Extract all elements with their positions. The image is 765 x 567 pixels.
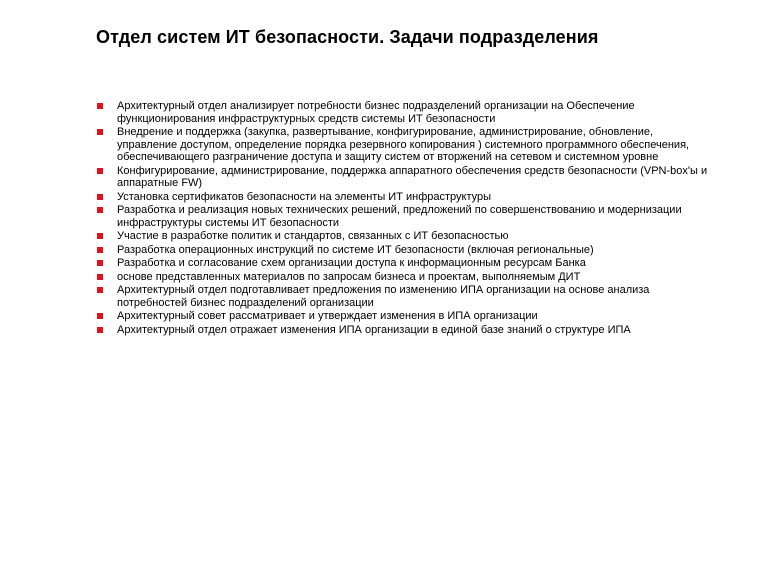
list-item-text: Разработка и реализация новых технических решений, предложений по совершенствованию и модернизации инфраструктуры системы ИТ безопасности bbox=[117, 204, 682, 229]
square-bullet-icon bbox=[97, 168, 103, 174]
list-item bbox=[96, 165, 716, 190]
list-item bbox=[96, 284, 716, 309]
list-item bbox=[96, 324, 716, 337]
task-list bbox=[96, 100, 716, 337]
list-item bbox=[96, 191, 716, 204]
list-item bbox=[96, 271, 716, 284]
square-bullet-icon bbox=[97, 260, 103, 266]
list-item-text: Архитектурный совет рассматривает и утверждает изменения в ИПА организации bbox=[117, 310, 538, 322]
square-bullet-icon bbox=[97, 194, 103, 200]
list-item bbox=[96, 310, 716, 323]
square-bullet-icon bbox=[97, 313, 103, 319]
square-bullet-icon bbox=[97, 287, 103, 293]
list-item-text: Архитектурный отдел анализирует потребности бизнес подразделений организации на Обеспечение функционирования инфраструктурных средств системы ИТ безопасности bbox=[117, 100, 635, 125]
square-bullet-icon bbox=[97, 274, 103, 280]
page-title: Отдел систем ИТ безопасности. Задачи подразделения bbox=[96, 27, 599, 47]
list-item-text: основе представленных материалов по запросам бизнеса и проектам, выполняемым ДИТ bbox=[117, 270, 581, 283]
square-bullet-icon bbox=[97, 247, 103, 253]
square-bullet-icon bbox=[97, 207, 103, 213]
list-item-text: Установка сертификатов безопасности на элементы ИТ инфраструктуры bbox=[117, 190, 492, 203]
square-bullet-icon bbox=[97, 129, 103, 135]
list-item-text: Архитектурный отдел отражает изменения ИПА организации в единой базе знаний о структуре ИПА bbox=[117, 323, 631, 336]
list-item-text: Конфигурирование, администрирование, поддержка аппаратного обеспечения средств безопасности (VPN-box'ы и аппаратные FW) bbox=[117, 164, 708, 189]
list-item-text: Архитектурный отдел подготавливает предложения по изменению ИПА организации на основе анализа потребностей бизнес подразделений организации bbox=[117, 284, 650, 309]
list-item-text: Участие в разработке политик и стандартов, связанных с ИТ безопасностью bbox=[117, 230, 509, 242]
list-item-text: Внедрение и поддержка (закупка, развертывание, конфигурирование, администрирование, обновление, управление доступом, определение порядка резервного копирования ) системного программного обеспечения, обеспечивающего разграничение доступа и защиту систем от вторжений на сетевом и системном уровне bbox=[117, 126, 690, 163]
square-bullet-icon bbox=[97, 327, 103, 333]
list-item bbox=[96, 230, 716, 243]
list-item bbox=[96, 204, 716, 229]
square-bullet-icon bbox=[97, 103, 103, 109]
list-item-text: Разработка и согласование схем организации доступа к информационным ресурсам Банка bbox=[117, 257, 586, 269]
list-item bbox=[96, 126, 716, 164]
list-item bbox=[96, 100, 716, 125]
list-item-text: Разработка операционных инструкций по системе ИТ безопасности (включая региональные) bbox=[117, 243, 594, 256]
list-item bbox=[96, 244, 716, 257]
square-bullet-icon bbox=[97, 233, 103, 239]
list-item bbox=[96, 257, 716, 270]
